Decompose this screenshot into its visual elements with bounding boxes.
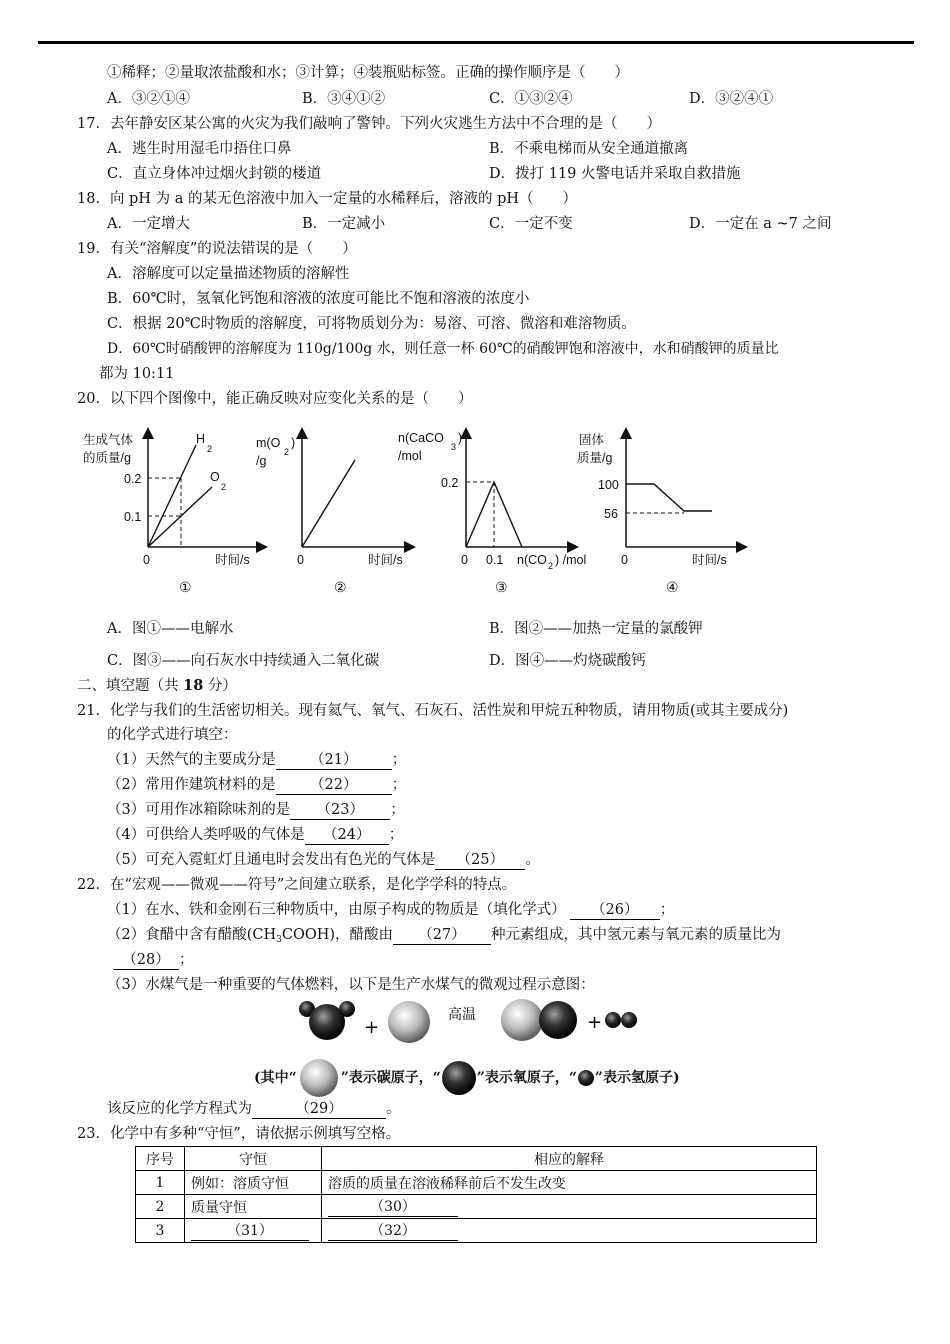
g2-ylabel1-sub: 2 — [284, 447, 290, 457]
g3-caption: ③ — [495, 580, 508, 596]
row1-law: 例如：溶质守恒 — [185, 1171, 322, 1195]
g1-ylabel1: 生成气体 — [83, 433, 134, 447]
header-no: 序号 — [136, 1147, 185, 1171]
q18-option-b: B．一定减小 — [302, 216, 386, 232]
blank-29[interactable]: （29） — [252, 1100, 386, 1119]
q22-stem: 22．在“宏观——微观——符号”之间建立联系，是化学学科的特点。 — [77, 877, 517, 893]
q19-option-d: D．60℃时硝酸钾的溶解度为 110g/100g 水，则任意一杯 60℃的硝酸钾饱和溶液中，水和硝酸钾的质量比 — [107, 341, 779, 357]
g2-caption: ② — [334, 580, 347, 596]
oxygen-atom-icon — [441, 1060, 477, 1096]
blank-22[interactable]: （22） — [276, 776, 392, 795]
q19-option-b: B．60℃时，氢氧化钙饱和溶液的浓度可能比不饱和溶液的浓度小 — [107, 291, 530, 307]
blank-32[interactable]: （32） — [328, 1220, 458, 1241]
g4-tick-high: 100 — [598, 478, 619, 492]
table-row — [136, 1195, 817, 1219]
q22-part2: （2）食醋中含有醋酸$(CH_3COOH)$，醋酸由 （27） 种元素组成，其中氢元素与氧元素的质量比为 — [107, 927, 782, 945]
row3-explain — [322, 1219, 817, 1243]
q16-option-d: D．③②④① — [689, 91, 774, 107]
section2-heading: 二、填空题（共 18 分） — [77, 677, 237, 694]
q21-item-5: （5）可充入霓虹灯且通电时会发出有色光的气体是 （25） 。 — [107, 852, 540, 868]
page-top-rule — [38, 41, 914, 44]
q21-item-1: （1）天然气的主要成分是 （21） ； — [107, 752, 407, 768]
g1-tick-high: 0.2 — [124, 472, 142, 486]
g4-xlabel: 时间/s — [692, 553, 727, 567]
q22-part2-cont: （28） ； — [113, 950, 194, 970]
g1-line1-label: H — [196, 432, 206, 446]
graph-2 — [256, 433, 410, 596]
row2-law: 质量守恒 — [185, 1195, 322, 1219]
g1-line1-sub: 2 — [207, 444, 213, 454]
diagram-legend: (其中“ ”表示碳原子，“ ”表示氧原子，“ ”表示氢原子) — [254, 1058, 680, 1098]
q20-stem: 20．以下四个图像中，能正确反映对应变化关系的是（ ） — [77, 391, 473, 407]
q19-option-a: A．溶解度可以定量描述物质的溶解性 — [107, 266, 350, 282]
carbon-atom-icon — [297, 1058, 341, 1098]
q21-stem1: 21．化学与我们的生活密切相关。现有氦气、氧气、石灰石、活性炭和甲烷五种物质，请用物质(或其主要成分) — [77, 703, 789, 719]
q18-stem: 18．向 pH 为 a 的某无色溶液中加入一定量的水稀释后，溶液的 pH（ ） — [77, 191, 577, 207]
g1-origin: 0 — [143, 553, 150, 567]
g1-xlabel: 时间/s — [215, 553, 250, 567]
graph-1 — [83, 432, 262, 596]
g2-ylabel1-end: ) — [291, 436, 296, 450]
header-explain: 相应的解释 — [322, 1147, 817, 1171]
plus-2: + — [587, 1012, 603, 1033]
q21-item-3: （3）可用作冰箱除味剂的是 （23） ； — [107, 802, 405, 818]
h2-molecule — [605, 1012, 637, 1028]
g2-origin: 0 — [297, 553, 304, 567]
q19-option-c: C．根据 20℃时物质的溶解度，可将物质划分为：易溶、可溶、微溶和难溶物质。 — [107, 316, 636, 332]
g2-ylabel2: /g — [256, 454, 267, 468]
q20-option-d: D．图④——灼烧碳酸钙 — [489, 653, 646, 669]
q17-option-a: A．逃生时用湿毛巾捂住口鼻 — [107, 141, 292, 157]
g1-o2-line — [148, 487, 212, 547]
blank-24[interactable]: （24） — [305, 826, 389, 845]
q20-option-c: C．图③——向石灰水中持续通入二氧化碳 — [107, 653, 380, 669]
g3-xtick: 0.1 — [486, 553, 504, 567]
blank-23[interactable]: （23） — [290, 801, 390, 820]
blank-26[interactable]: （26） — [570, 901, 660, 920]
q21-stem2: 的化学式进行填空： — [107, 727, 238, 743]
g1-ylabel2: 的质量/g — [83, 451, 131, 465]
q18-option-c: C．一定不变 — [489, 216, 573, 232]
g3-origin: 0 — [461, 553, 468, 567]
hydrogen-atom-icon — [577, 1069, 595, 1087]
g3-ylabel1-sub: 3 — [451, 442, 457, 452]
g3-xlabel-end: ) /mol — [555, 553, 587, 567]
table-row — [136, 1219, 817, 1243]
g4-ylabel2: 质量/g — [577, 451, 613, 465]
q20-option-b: B．图②——加热一定量的氯酸钾 — [489, 621, 703, 637]
g1-h2-line — [148, 445, 196, 547]
g3-ylabel2: /mol — [398, 449, 422, 463]
reaction-diagram — [280, 995, 660, 1055]
blank-28[interactable]: （28） — [113, 951, 179, 970]
g4-tick-low: 56 — [604, 507, 618, 521]
conservation-table — [135, 1146, 817, 1243]
q17-option-b: B．不乘电梯而从安全通道撤离 — [489, 141, 689, 157]
table-header-row — [136, 1147, 817, 1171]
header-law: 守恒 — [185, 1147, 322, 1171]
g3-ylabel1-end: ) — [458, 431, 463, 445]
q22-equation: 该反应的化学方程式为 （29） 。 — [107, 1101, 401, 1117]
q21-item-4: （4）可供给人类呼吸的气体是 （24） ； — [107, 827, 404, 843]
g1-tick-low: 0.1 — [124, 510, 142, 524]
water-molecule — [299, 1001, 355, 1040]
graph-3 — [398, 431, 586, 596]
graph-4 — [577, 432, 742, 596]
g4-origin: 0 — [621, 553, 628, 567]
g2-xlabel: 时间/s — [368, 553, 403, 567]
table-row — [136, 1171, 817, 1195]
q17-option-c: C．直立身体冲过烟火封锁的楼道 — [107, 166, 322, 182]
q22-part1: （1）在水、铁和金刚石三种物质中，由原子构成的物质是（填化学式） （26） ； — [107, 902, 675, 918]
q19-stem: 19．有关“溶解度”的说法错误的是（ ） — [77, 241, 357, 257]
g3-xlabel: n(CO — [517, 553, 547, 567]
plus-1: + — [364, 1017, 380, 1038]
g3-ylabel1: n(CaCO — [398, 431, 444, 445]
carbon-atom — [388, 1001, 430, 1043]
g1-line2-label: O — [210, 470, 220, 484]
q17-option-d: D．拨打 119 火警电话并采取自救措施 — [489, 166, 741, 182]
q20-option-a: A．图①——电解水 — [107, 621, 234, 637]
g4-ylabel1: 固体 — [579, 433, 605, 447]
blank-30[interactable]: （30） — [328, 1196, 458, 1217]
g3-tick: 0.2 — [441, 476, 459, 490]
blank-21[interactable]: （21） — [276, 751, 392, 770]
g4-line — [626, 484, 712, 511]
g1-caption: ① — [179, 580, 192, 596]
q19-option-d-cont: 都为 10:11 — [99, 366, 175, 382]
g4-caption: ④ — [666, 580, 679, 596]
blank-25[interactable]: （25） — [435, 851, 525, 870]
q22-part3: （3）水煤气是一种重要的气体燃料，以下是生产水煤气的微观过程示意图： — [107, 977, 595, 993]
q20-graphs — [0, 415, 950, 605]
row2-explain — [322, 1195, 817, 1219]
co-molecule — [501, 999, 577, 1041]
q18-option-a: A．一定增大 — [107, 216, 190, 232]
g3-xlabel-sub: 2 — [548, 561, 554, 571]
q16-option-c: C．①③②④ — [489, 91, 573, 107]
q21-item-2: （2）常用作建筑材料的是 （22） ； — [107, 777, 407, 793]
q16-steps: ①稀释；②量取浓盐酸和水；③计算；④装瓶贴标签。正确的操作顺序是（ ） — [107, 65, 629, 81]
blank-27[interactable]: （27） — [393, 926, 491, 945]
q16-option-b: B．③④①② — [302, 91, 386, 107]
row3-law — [185, 1219, 322, 1243]
g2-line — [302, 460, 355, 547]
blank-31[interactable]: （31） — [191, 1220, 309, 1241]
g1-line2-sub: 2 — [221, 482, 227, 492]
g2-ylabel1: m(O — [256, 436, 281, 450]
reaction-condition: 高温 — [448, 1007, 476, 1023]
q17-stem: 17．去年静安区某公寓的火灾为我们敲响了警钟。下列火灾逃生方法中不合理的是（ ） — [77, 116, 661, 132]
q16-option-a: A．③②①④ — [107, 91, 190, 107]
q23-stem: 23．化学中有多种“守恒”，请依据示例填写空格。 — [77, 1126, 401, 1142]
q18-option-d: D．一定在 a ~7 之间 — [689, 216, 832, 232]
row3-no: 3 — [136, 1219, 185, 1243]
row2-no: 2 — [136, 1195, 185, 1219]
row1-explain: 溶质的质量在溶液稀释前后不发生改变 — [322, 1171, 817, 1195]
row1-no: 1 — [136, 1171, 185, 1195]
